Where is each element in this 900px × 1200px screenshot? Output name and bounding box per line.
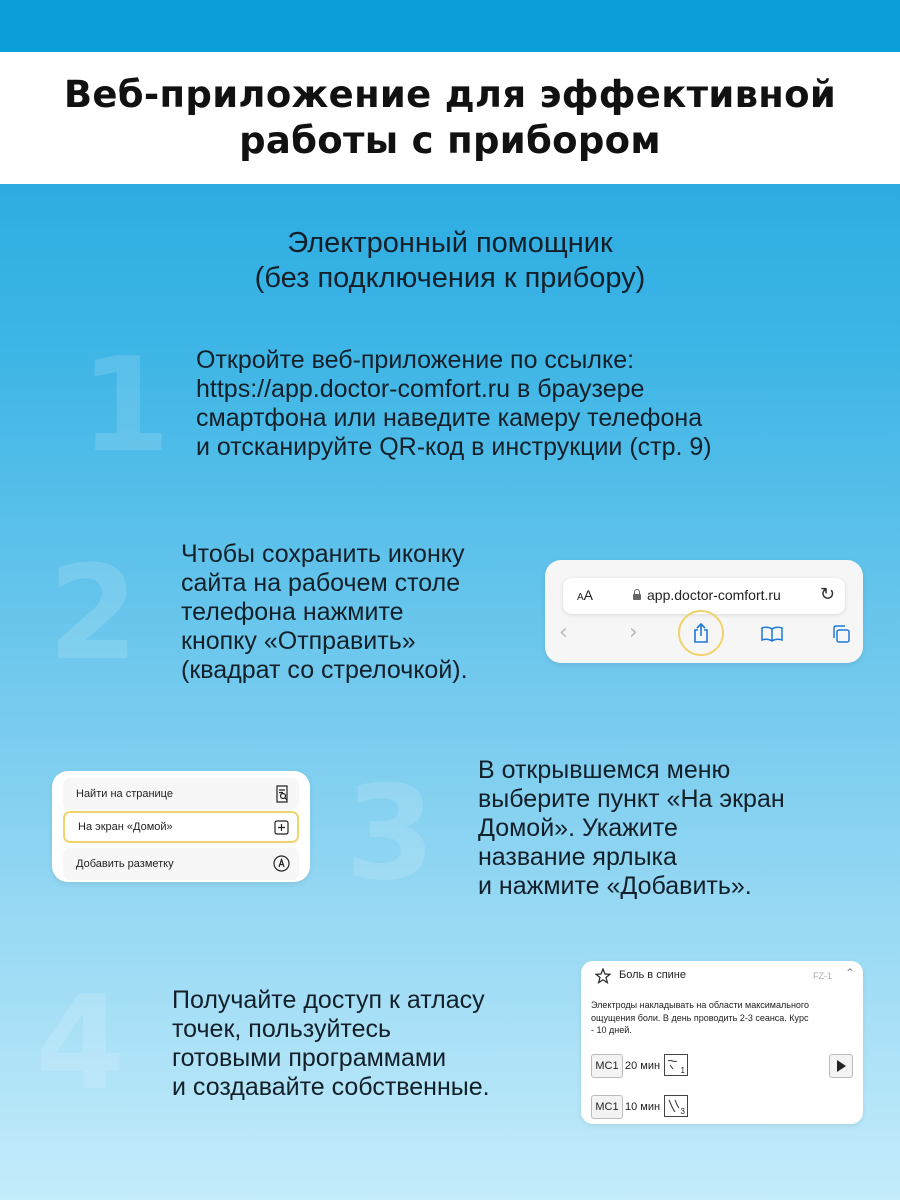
step-2-line: Чтобы сохранить иконку (181, 540, 465, 568)
electrode-position-icon (664, 1054, 688, 1076)
program-mode-button[interactable]: МС1 (591, 1095, 623, 1119)
step-1-line: Откройте веб-приложение по ссылке: (196, 346, 635, 374)
step-3-line: В открывшемся меню (478, 756, 731, 784)
play-button[interactable] (829, 1054, 853, 1078)
electrode-position-number: 3 (680, 1107, 685, 1116)
step-4-number: 4 (35, 967, 126, 1119)
description-line: Электроды накладывать на области максимального (591, 1000, 810, 1010)
address-bar[interactable] (563, 578, 845, 614)
step-2-number: 2 (48, 537, 139, 689)
text-size-button[interactable]: AA (577, 587, 594, 603)
step-2-line: сайта на рабочем столе (181, 569, 461, 597)
reload-icon[interactable]: ↻ (819, 584, 835, 605)
step-2-line: (квадрат со стрелочкой). (181, 656, 468, 684)
subtitle-line-2: (без подключения к прибору) (254, 262, 646, 294)
lock-icon (633, 594, 641, 600)
url-text[interactable] (633, 587, 781, 603)
subtitle-line-1: Электронный помощник (287, 227, 613, 259)
description-line: ощущения боли. В день проводить 2-3 сеанса. Курс (591, 1012, 809, 1023)
program-mode-button[interactable]: МС1 (591, 1054, 623, 1078)
step-3-line: название ярлыка (478, 843, 677, 871)
atlas-item-code: FZ-1 (813, 971, 832, 981)
menu-item-label: Найти на странице (76, 788, 173, 800)
url-label: app.doctor-comfort.ru (647, 587, 781, 603)
menu-item-add-markup[interactable] (63, 848, 299, 880)
step-4-line: Получайте доступ к атласу (172, 986, 485, 1014)
step-1-line: и отсканируйте QR-код в инструкции (стр. 9) (196, 433, 712, 461)
page-header (0, 52, 900, 184)
play-icon (830, 1055, 852, 1077)
step-4-text (172, 986, 490, 1102)
description-line: - 10 дней. (591, 1025, 632, 1035)
bookmarks-icon[interactable] (761, 626, 783, 642)
browser-toolbar-card (545, 560, 863, 663)
step-1-line: https://app.doctor-comfort.ru в браузере (196, 375, 645, 403)
step-4-line: точек, пользуйтесь (172, 1015, 392, 1043)
step-3-line: и нажмите «Добавить». (478, 872, 752, 900)
forward-icon[interactable]: › (629, 620, 638, 645)
program-duration: 10 мин (625, 1101, 661, 1113)
step-4-line: и создавайте собственные. (172, 1073, 490, 1101)
top-accent-bar (0, 0, 900, 52)
share-menu-card (52, 771, 310, 882)
menu-item-label: На экран «Домой» (78, 821, 173, 833)
atlas-description (591, 999, 809, 1037)
step-1-text (196, 346, 712, 462)
step-3-number: 3 (345, 757, 436, 909)
step-1-number: 1 (80, 329, 171, 481)
find-in-page-icon (275, 785, 289, 803)
step-3-line: Домой». Укажите (478, 814, 678, 842)
star-icon[interactable] (595, 968, 611, 984)
step-3-line: выберите пункт «На экран (478, 785, 785, 813)
menu-item-find-on-page[interactable] (63, 778, 299, 810)
electrode-position-number: 1 (680, 1066, 685, 1075)
back-icon[interactable]: ‹ (559, 620, 568, 645)
step-1-line: смартфона или наведите камеру телефона (196, 404, 703, 432)
add-square-icon (274, 820, 289, 835)
page-title-line-1: Веб-приложение для эффективной (63, 73, 837, 116)
section-subtitle (0, 226, 900, 296)
share-icon[interactable] (692, 622, 710, 644)
step-2-line: кнопку «Отправить» (181, 627, 416, 655)
markup-icon (273, 855, 290, 872)
step-2-text (181, 540, 468, 685)
step-2-line: телефона нажмите (181, 598, 404, 626)
program-duration: 20 мин (625, 1060, 661, 1072)
page-title-line-2: работы с прибором (239, 119, 661, 162)
step-3-text (478, 756, 785, 901)
chevron-up-icon[interactable]: ⌃ (845, 966, 856, 980)
menu-item-label: Добавить разметку (76, 858, 174, 870)
atlas-card (581, 961, 863, 1124)
atlas-item-title: Боль в спине (619, 969, 686, 981)
tabs-icon[interactable] (831, 624, 851, 644)
electrode-position-icon (664, 1095, 688, 1117)
menu-item-add-to-home-screen[interactable] (63, 811, 299, 843)
step-4-line: готовыми программами (172, 1044, 447, 1072)
